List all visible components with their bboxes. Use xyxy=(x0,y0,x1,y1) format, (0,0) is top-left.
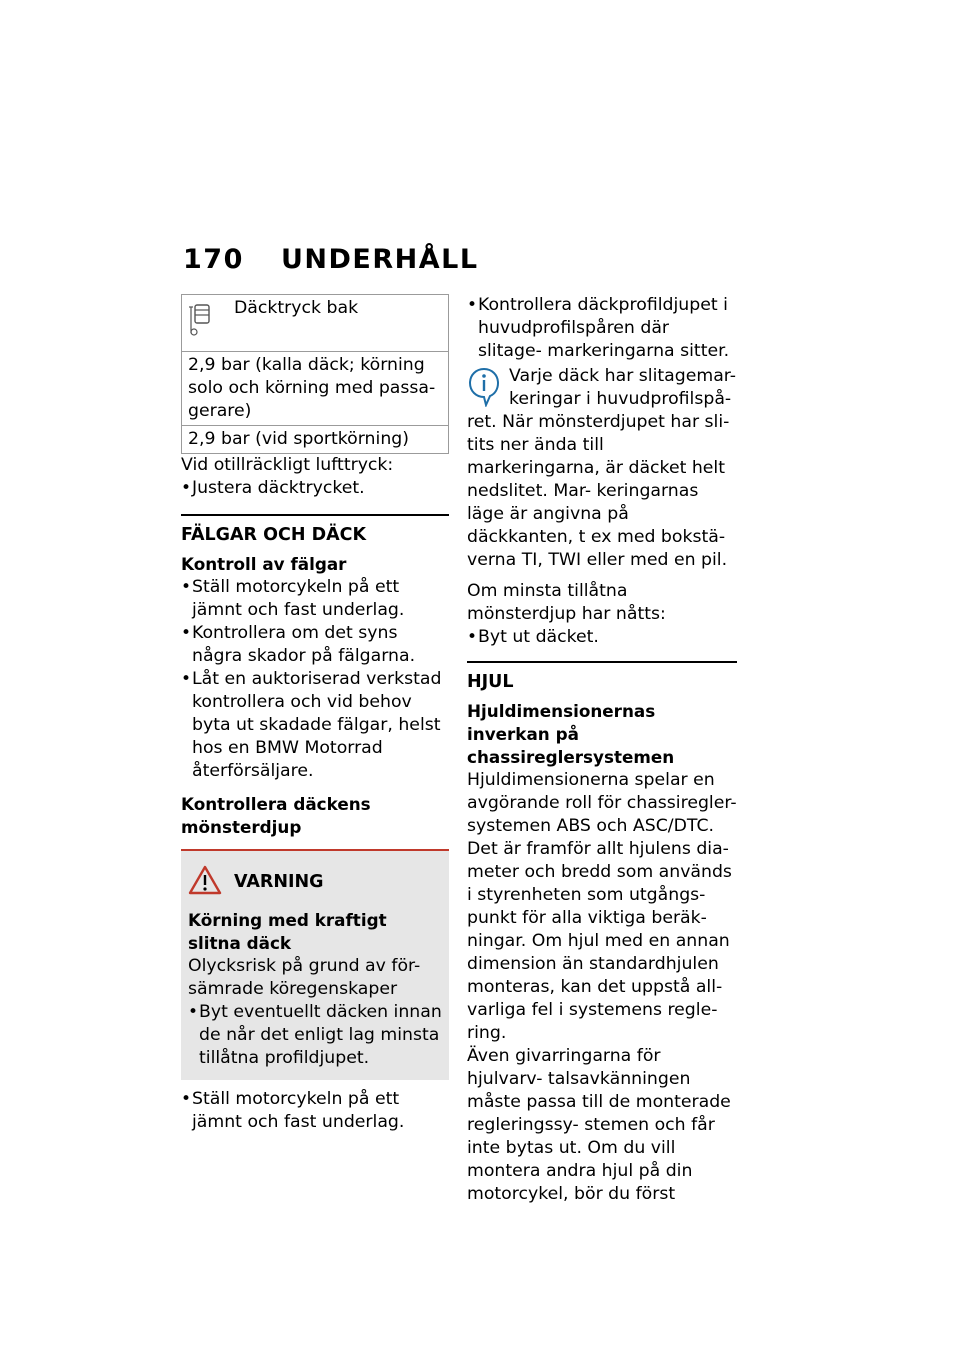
final-bullet: • Ställ motorcykeln på ett jämnt och fast underlag. xyxy=(181,1089,405,1132)
tire-pressure-icon xyxy=(188,297,234,349)
rim-bullet-3: • Låt en auktoriserad verkstad kontrollera och vid behov byta ut skadade fälgar, helst hos en BMW Motorrad återförsäljare. xyxy=(181,669,442,781)
left-column xyxy=(181,294,449,1134)
wheel-paragraph-1: Hjuldimensionerna spelar en avgörande roll för chassiregler- systemen ABS och ASC/DTC. Det är framför allt hjulens dia- meter och bredd som används i styrenheten som utgångs- punkt för alla viktiga beräk- ningar. Om hjul med en annan dimension än standardhjulen monteras, kan det uppstå all- varliga fel i systemens regle- ring. xyxy=(467,770,737,1043)
warning-bullet: • Byt eventuellt däcken innan de når det enligt lag minsta tillåtna profildjupet. xyxy=(188,1002,442,1068)
page-number: 170 xyxy=(183,244,244,275)
warning-triangle-icon xyxy=(188,865,222,899)
section-title-rims: FÄLGAR OCH DÄCK xyxy=(181,525,367,545)
tire-pressure-table xyxy=(181,294,449,454)
warning-title: Körning med kraftigt slitna däck xyxy=(188,910,387,953)
wheel-paragraph-2: Även givarringarna för hjulvarv- talsavkänningen måste passa till de monterade regleringssy- stemen och får inte bytas ut. Om du vill montera andra hjul på din motorcykel, bör du först xyxy=(467,1046,731,1204)
bullet-adjust: • Justera däcktrycket. xyxy=(181,478,365,498)
rim-bullet-1: • Ställ motorcykeln på ett jämnt och fast underlag. xyxy=(181,577,405,620)
info-note xyxy=(467,365,737,411)
warning-label: VARNING xyxy=(234,872,324,892)
section-rule xyxy=(181,514,449,516)
warning-box xyxy=(181,849,449,1080)
rim-check-title: Kontroll av fälgar xyxy=(181,554,347,574)
pressure-cold-cell: 2,9 bar (kalla däck; körning solo och körning med passa- gerare) xyxy=(182,352,449,426)
pressure-sport-cell: 2,9 bar (vid sportkörning) xyxy=(182,426,449,454)
section-title-wheels: HJUL xyxy=(467,672,514,692)
info-first-lines: Varje däck har slitagemar- keringar i huvudprofilspå- xyxy=(509,366,737,409)
bullet-replace: • Byt ut däcket. xyxy=(467,627,599,647)
right-column xyxy=(467,294,737,1206)
bullet-check-tread: • Kontrollera däckprofildjupet i huvudprofilspåren där slitage- markeringarna sitter. xyxy=(467,295,730,361)
warning-body: Olycksrisk på grund av för- sämrade köregenskaper xyxy=(188,956,421,999)
rim-bullet-2: • Kontrollera om det syns några skador på fälgarna. xyxy=(181,623,416,666)
info-rest: ret. När mönsterdjupet har sli- tits ner ända till markeringarna, är däcket helt nedslitet. Mar- keringarnas läge är angivna på däckkanten, t ex med bokstä- verna TI, TWI eller med en pil. xyxy=(467,412,730,570)
page-header xyxy=(183,244,479,275)
min-reached-text: Om minsta tillåtna mönsterdjup har nåtts: xyxy=(467,581,666,624)
tire-pressure-heading: Däcktryck bak xyxy=(234,298,359,318)
wheel-subtitle: Hjuldimensionernas inverkan på chassireglersystemen xyxy=(467,701,675,767)
tread-title: Kontrollera däckens mönsterdjup xyxy=(181,794,371,837)
low-pressure-text: Vid otillräckligt lufttryck: xyxy=(181,455,394,475)
section-rule-wheels xyxy=(467,661,737,663)
info-icon xyxy=(467,365,509,411)
chapter-title: UNDERHÅLL xyxy=(281,244,479,275)
